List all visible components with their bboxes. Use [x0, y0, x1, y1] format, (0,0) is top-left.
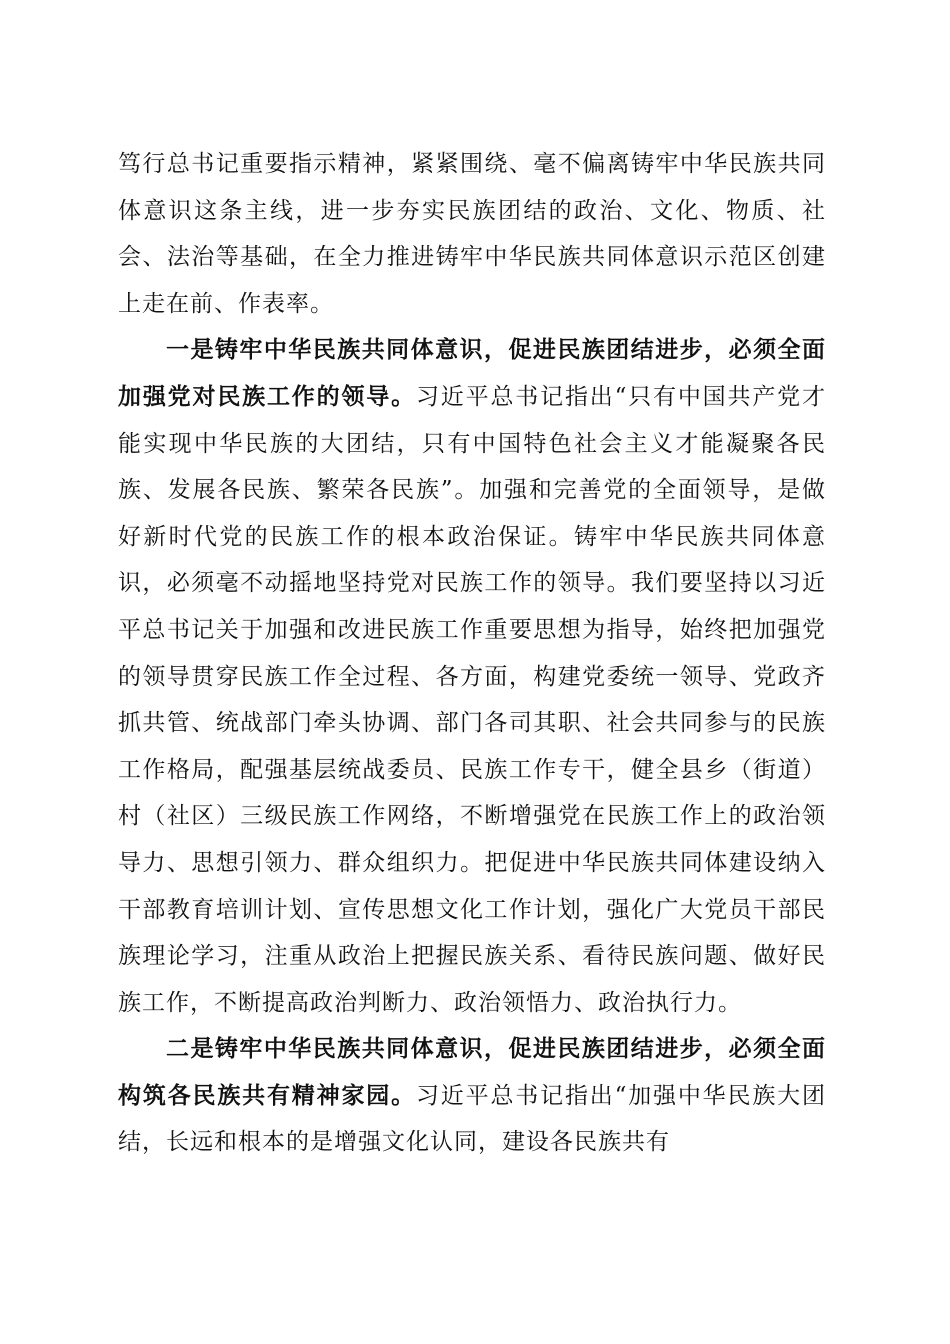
paragraph-point-two: [118, 1026, 826, 1166]
paragraph-bold-lead: 一是铸牢中华民族共同体意识，促进民族团结进步，必须全面加强党对民族工作的领导。: [118, 336, 826, 410]
paragraph-text: 习近平总书记指出“加强中华民族大团结，长远和根本的是增强文化认同，建设各民族共有: [118, 1082, 827, 1156]
paragraph-point-one: [118, 327, 826, 1026]
paragraph-continuation: [118, 141, 826, 327]
document-body: [118, 141, 826, 1166]
paragraph-text: 习近平总书记指出“只有中国共产党才能实现中华民族的大团结，只有中国特色社会主义才能凝聚各民族、发展各民族、繁荣各民族”。加强和完善党的全面领导，是做好新时代党的民族工作的根本政治保证。铸牢中华民族共同体意识，必须毫不动摇地坚持党对民族工作的领导。我们要坚持以习近平总书记关于加强和改进民族工作重要思想为指导，始终把加强党的领导贯穿民族工作全过程、各方面，构建党委统一领导、党政齐抓共管、统战部门牵头协调、部门各司其职、社会共同参与的民族工作格局，配强基层统战委员、民族工作专干，健全县乡（街道）村（社区）三级民族工作网络，不断增强党在民族工作上的政治领导力、思想引领力、群众组织力。把促进中华民族共同体建设纳入干部教育培训计划、宣传思想文化工作计划，强化广大党员干部民族理论学习，注重从政治上把握民族关系、看待民族问题、做好民族工作，不断提高政治判断力、政治领悟力、政治执行力。: [118, 383, 827, 1016]
paragraph-text: 笃行总书记重要指示精神，紧紧围绕、毫不偏离铸牢中华民族共同体意识这条主线，进一步夯实民族团结的政治、文化、物质、社会、法治等基础，在全力推进铸牢中华民族共同体意识示范区创建上走在前、作表率。: [118, 151, 826, 317]
paragraph-bold-lead: 二是铸牢中华民族共同体意识，促进民族团结进步，必须全面构筑各民族共有精神家园。: [118, 1035, 826, 1109]
